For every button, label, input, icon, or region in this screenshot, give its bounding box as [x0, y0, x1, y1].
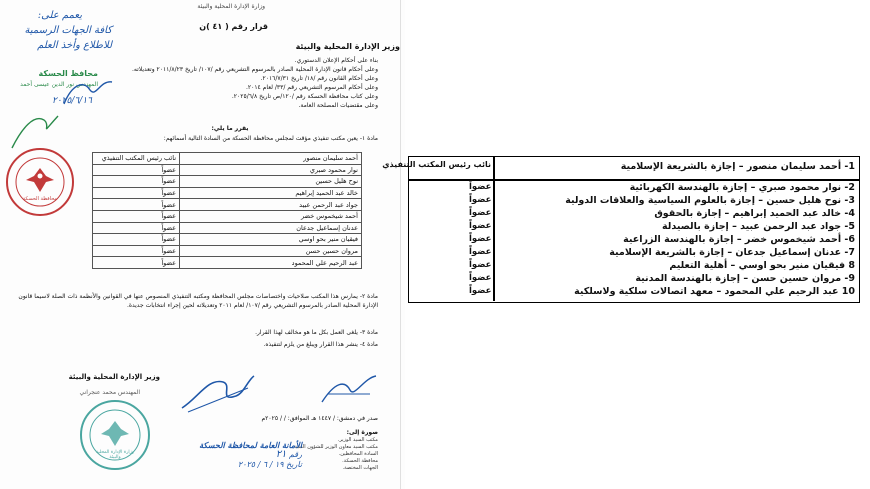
- copy-item: محافظة الحسكة.: [342, 458, 378, 464]
- member-role: عضواً: [469, 286, 492, 296]
- member-name: 9- مروان حسين حسن – إجازة بالهندسة المدنية: [635, 273, 855, 284]
- copies-label: صورة إلى:: [346, 429, 378, 436]
- article-1: مادة ١- يعين مكتب تنفيذي مؤقت لمجلس محافظة الحسكة من السادة التالية أسمائهم:: [163, 135, 378, 142]
- table-row: [93, 176, 362, 188]
- copy-item: مكتب السيد معاون الوزير للشؤون الفنية.: [292, 444, 378, 450]
- receipt-stamp: [182, 440, 302, 470]
- decision-number: قرار رقم ( ٤١ )ن: [199, 22, 268, 31]
- copy-item: السادة المحافظين.: [338, 451, 378, 457]
- table-cell-role: عضواً: [93, 257, 180, 269]
- table-cell-name: أحمد شيخموس خضر: [180, 210, 362, 222]
- preamble-line: بناء على أحكام الإعلان الدستوري.: [294, 57, 378, 64]
- hand-note-line: للاطلاع وأخذ العلم: [37, 40, 112, 51]
- decides-heading: يقرر ما يلي:: [211, 125, 249, 132]
- member-name: 8 فيقيان منير بحو اوسي – أهلية التعليم: [669, 260, 855, 271]
- table-cell-name: جواد عبد الرحمن عبيد: [180, 199, 362, 211]
- preamble-line: وعلى كتاب محافظة الحسكة رقم /١٢٠/ص تاريخ ٢٠٢٥/٦/٨.: [231, 93, 378, 100]
- hand-note-line: يعمم على:: [37, 10, 82, 21]
- table-cell-role: عضواً: [93, 222, 180, 234]
- table-row: [93, 187, 362, 199]
- member-name: 7- عدنان إسماعيل جدعان – إجازة بالشريعة الإسلامية: [609, 247, 855, 258]
- official-stamp-teal: [80, 400, 150, 470]
- page-edge: [400, 0, 401, 489]
- table-cell-role: عضواً: [93, 176, 180, 188]
- table-row: [93, 164, 362, 176]
- preamble-line: وعلى مقتضيات المصلحة العامة.: [298, 102, 378, 109]
- receipt-number: ٢١: [275, 449, 287, 460]
- member-role: عضواً: [469, 208, 492, 218]
- official-stamp-red: [6, 148, 74, 216]
- receipt-date-row: [182, 460, 302, 470]
- handwritten-date: ٢٠٢٥/٦/١٦: [52, 96, 92, 106]
- member-name: 2- نوار محمود صبري – إجازة بالهندسة الكهربائية: [629, 182, 855, 193]
- table-cell-role: عضواً: [93, 164, 180, 176]
- member-role: عضواً: [469, 182, 492, 192]
- issued-line: صدر في دمشق: / ١٤٤٧ هـ الموافق: / / ٢٠٢٥م: [261, 415, 378, 422]
- table-cell-name: نوار محمود صبري: [180, 164, 362, 176]
- table-cell-role: نائب رئيس المكتب التنفيذي: [93, 153, 180, 165]
- article-4: مادة ٤- ينشر هذا القرار ويبلغ من يلزم لتنفيذه.: [263, 341, 378, 348]
- member-name: 5- جواد عبد الرحمن عبيد – إجازة بالصيدلة: [662, 221, 855, 232]
- member-name: 10 عبد الرحيم علي المحمود – معهد اتصالات سلكية ولاسلكية: [574, 286, 855, 297]
- member-role: عضواً: [469, 234, 492, 244]
- table-cell-name: عدنان إسماعيل جدعان: [180, 222, 362, 234]
- receipt-stamp-title: الأمانة العامة لمحافظة الحسكة: [199, 440, 302, 450]
- preamble-line: وعلى أحكام المرسوم التشريعي رقم /٣٣/ لعام ٢٠١٤.: [245, 84, 378, 91]
- letterhead: وزارة الإدارة المحلية والبيئة: [197, 3, 265, 10]
- table-cell-name: عبد الرحيم علي المحمود: [180, 257, 362, 269]
- member-role: عضواً: [469, 221, 492, 231]
- signature-name: المهندس محمد عنجراني: [79, 389, 140, 396]
- green-signature: [8, 108, 63, 153]
- member-name: 3- نوح هليل حسين – إجازة بالعلوم السياسية والعلاقات الدولية: [565, 195, 855, 206]
- table-cell-role: عضواً: [93, 245, 180, 257]
- receipt-date: ١٩ / ٦ / ٢٠٢٥: [237, 460, 284, 469]
- receipt-number-label: رقم: [288, 450, 302, 459]
- signature-title: وزير الإدارة المحلية والبيئة: [68, 373, 160, 381]
- table-header-row: [93, 153, 362, 165]
- enlarged-members-table: [382, 156, 860, 303]
- eagle-emblem-icon: [8, 150, 72, 214]
- minister-signature: [178, 368, 258, 416]
- table-row: [93, 257, 362, 269]
- table-cell-role: عضواً: [93, 199, 180, 211]
- table-row: [93, 199, 362, 211]
- table-cell-name: نوح هليل حسين: [180, 176, 362, 188]
- member-role: عضواً: [469, 273, 492, 283]
- members-table: [92, 152, 362, 269]
- table-cell-role: عضواً: [93, 210, 180, 222]
- ministry-title: وزير الإدارة المحلية والبيئة: [295, 42, 400, 51]
- member-role: عضواً: [469, 195, 492, 205]
- receipt-number-row: [182, 450, 302, 460]
- stamp-label: محافظة الحسكة: [22, 196, 58, 202]
- member-name: 1- أحمد سليمان منصور – إجازة بالشريعة الإسلامية: [620, 161, 855, 172]
- copy-item: مكتب السيد الوزير.: [337, 437, 378, 443]
- table-row: [93, 234, 362, 246]
- hand-note-line: كافة الجهات الرسمية: [24, 25, 112, 36]
- header-divider: [409, 179, 859, 181]
- table-cell-name: مروان حسين حسن: [180, 245, 362, 257]
- stamp-bottom-label: وزارة الإدارة المحلية والبيئة: [96, 450, 134, 460]
- preamble-line: وعلى أحكام القانون رقم /١٨/ تاريخ ٢٠١٦/٧/٣١.: [260, 75, 378, 82]
- preamble-line: وعلى أحكام قانون الإدارة المحلية الصادر بالمرسوم التشريعي رقم /١٠٧/ تاريخ ٢٠١١/٨/٢٣ وتعديلاته.: [131, 66, 378, 73]
- table-row: [93, 210, 362, 222]
- handwritten-note: [2, 8, 112, 53]
- copy-item: الجهات المختصة.: [342, 465, 378, 471]
- member-role: عضواً: [469, 260, 492, 270]
- article-2: مادة ٢- يمارس هذا المكتب صلاحيات واختصاصات مجلس المحافظة ومكتبه التنفيذي المنصوص عنها في القوانين والأنظمة ذات الصلة لاسيما قانون الإدارة المحلية الصادر بالمرسوم التشريعي رقم /١٠٧/ لعام ٢٠١١ وتعديلاته لحين إجراء انتخابات جديدة.: [18, 293, 378, 309]
- table-row: [93, 222, 362, 234]
- table-cell-role: عضواً: [93, 234, 180, 246]
- table-cell-role: عضواً: [93, 187, 180, 199]
- table-cell-name: أحمد سليمان منصور: [180, 153, 362, 165]
- preamble: [120, 56, 378, 110]
- member-name: 4- خالد عبد الحميد إبراهيم – إجازة بالحقوق: [654, 208, 855, 219]
- header-role: نائب رئيس المكتب التنفيذي: [382, 160, 491, 169]
- scanned-decision-document: [0, 0, 405, 489]
- article-3: مادة ٣- يلغى العمل بكل ما هو مخالف لهذا القرار.: [255, 329, 378, 336]
- governor-name: المهندس نور الدين عيسى أحمد: [20, 81, 98, 88]
- table-row: [93, 245, 362, 257]
- second-signature: [320, 372, 380, 406]
- receipt-date-label: تاريخ: [286, 460, 302, 469]
- governor-title: محافظ الحسكة: [38, 69, 98, 78]
- table-cell-name: فيقيان منير بحو اوسي: [180, 234, 362, 246]
- member-role: عضواً: [469, 247, 492, 257]
- table-cell-name: خالد عبد الحميد إبراهيم: [180, 187, 362, 199]
- member-name: 6- أحمد شيخموس خضر – إجازة بالهندسة الزراعية: [623, 234, 855, 245]
